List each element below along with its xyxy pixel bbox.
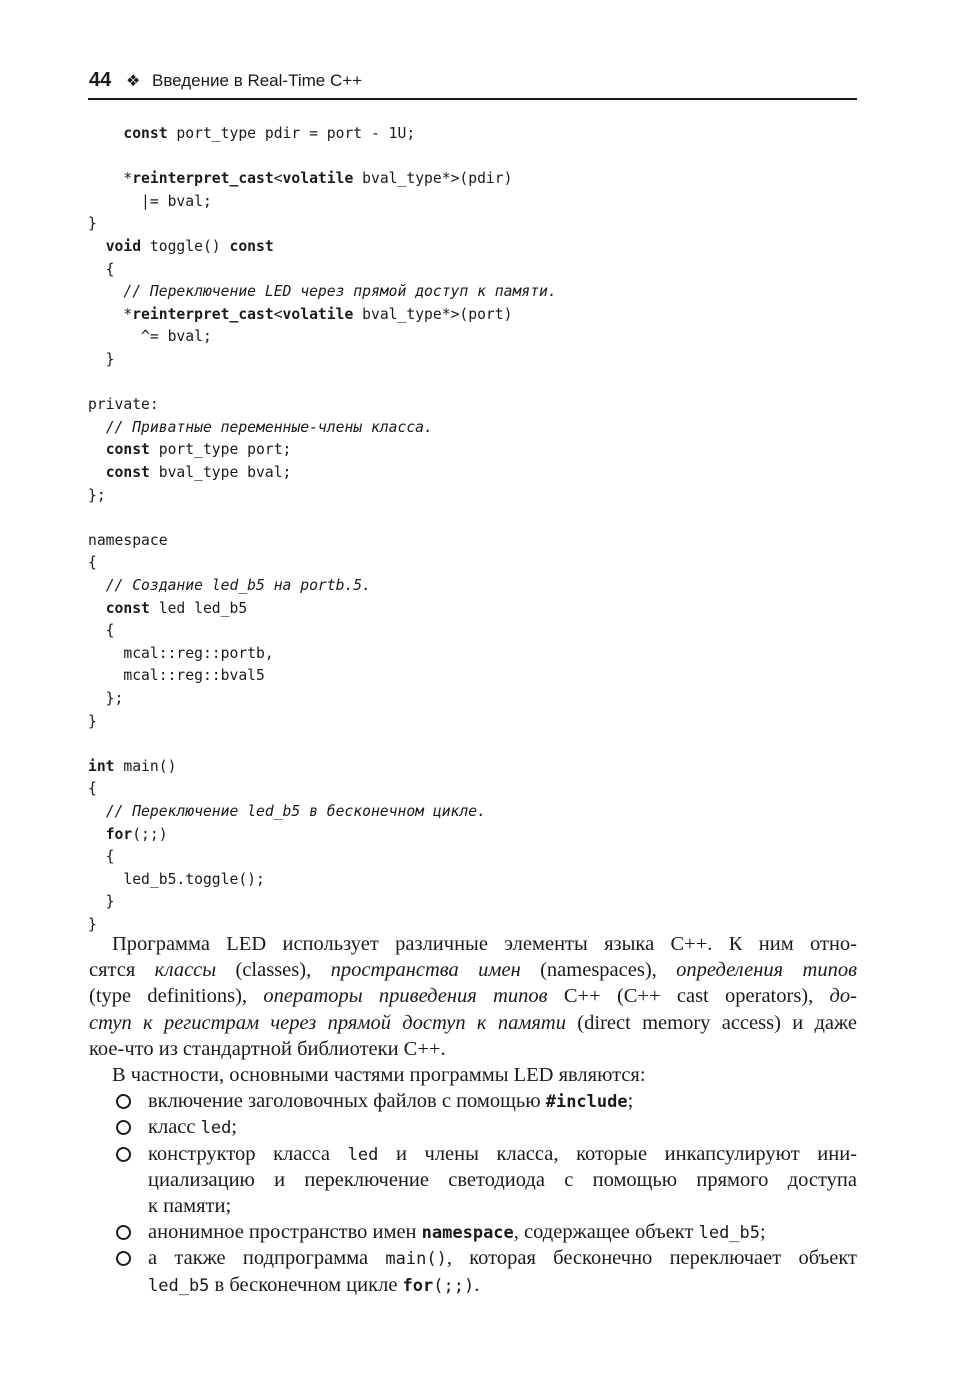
text-run: (namespaces), bbox=[520, 959, 677, 982]
code-line bbox=[88, 236, 274, 259]
inline-code: led bbox=[347, 1144, 379, 1165]
circle-bullet-icon bbox=[116, 1147, 131, 1162]
code-line bbox=[88, 801, 486, 824]
text-run: включение заголовочных файлов с помощью bbox=[148, 1090, 546, 1113]
paragraph-line bbox=[89, 1036, 857, 1062]
italic-term: до- bbox=[829, 985, 857, 1008]
code-line bbox=[88, 575, 371, 598]
code-line bbox=[88, 643, 274, 666]
text-run: (direct memory access) и даже bbox=[565, 1011, 857, 1034]
inline-code: (;;) bbox=[433, 1275, 475, 1296]
text-run: bval_type*>(port) bbox=[353, 305, 513, 323]
circle-bullet-icon bbox=[116, 1225, 131, 1240]
list-item-line bbox=[89, 1272, 857, 1298]
list-item-line bbox=[89, 1141, 857, 1167]
text-run: (type definitions), bbox=[89, 985, 264, 1008]
code-line bbox=[88, 846, 115, 869]
text-run: циализацию и переключение светодиода с помощью прямого доступа bbox=[148, 1168, 857, 1191]
inline-code: main() bbox=[385, 1249, 447, 1270]
text-run: сятся bbox=[89, 959, 155, 982]
text-run: (;;) bbox=[132, 825, 168, 843]
text-run bbox=[88, 419, 106, 436]
code-line bbox=[88, 259, 115, 282]
code-keyword: const bbox=[105, 599, 150, 617]
inline-code: led bbox=[200, 1118, 232, 1139]
circle-bullet-icon bbox=[116, 1094, 131, 1109]
text-run bbox=[88, 441, 106, 458]
text-run: port_type pdir = port - 1U; bbox=[167, 125, 416, 142]
text-run: } bbox=[88, 916, 97, 933]
text-run: < bbox=[273, 170, 283, 188]
code-keyword: const bbox=[105, 441, 150, 459]
book-title: Введение в Real-Time C++ bbox=[152, 71, 363, 90]
text-run: { bbox=[88, 554, 97, 572]
code-line bbox=[88, 394, 159, 417]
italic-term: определения типов bbox=[676, 959, 857, 982]
text-run: Программа LED использует различные элементы языка C++. К ним отно- bbox=[112, 933, 857, 955]
text-run: main() bbox=[114, 757, 177, 775]
text-run bbox=[88, 826, 106, 843]
code-line bbox=[88, 417, 433, 440]
italic-term: пространства имен bbox=[330, 959, 521, 982]
inline-code: led_b5 bbox=[698, 1223, 761, 1244]
paragraph-line bbox=[89, 1062, 857, 1088]
text-run: В частности, основными частями программы LED являются: bbox=[112, 1064, 646, 1086]
code-line bbox=[88, 191, 212, 214]
code-line bbox=[88, 711, 97, 734]
text-run bbox=[88, 283, 123, 300]
text-run: bval_type*>(pdir) bbox=[353, 170, 513, 188]
text-run: анонимное пространство имен bbox=[148, 1221, 422, 1244]
code-line bbox=[88, 778, 97, 801]
code-comment: // Переключение led_b5 в бесконечном цикле. bbox=[105, 803, 486, 820]
code-line bbox=[88, 281, 557, 304]
code-keyword: const bbox=[123, 125, 168, 142]
list-item-line bbox=[89, 1088, 857, 1114]
text-run: к памяти; bbox=[148, 1195, 232, 1217]
ornament-icon: ❖ bbox=[126, 73, 141, 90]
inline-code-keyword: namespace bbox=[421, 1223, 514, 1244]
text-run: ; bbox=[627, 1090, 634, 1113]
code-line bbox=[88, 891, 115, 914]
text-run: и члены класса, которые инкапсулируют ини- bbox=[378, 1142, 857, 1165]
text-run: bval_type bval; bbox=[149, 464, 292, 481]
code-comment: // Переключение LED через прямой доступ к памяти. bbox=[123, 283, 557, 301]
code-line bbox=[88, 439, 291, 462]
text-run: } bbox=[88, 351, 115, 368]
code-line bbox=[88, 530, 168, 553]
text-run: { bbox=[88, 260, 115, 278]
paragraph-line bbox=[89, 983, 857, 1009]
inline-code-keyword: #include bbox=[545, 1092, 628, 1113]
text-run bbox=[88, 600, 106, 617]
text-run: mcal::reg::bval5 bbox=[88, 667, 265, 685]
text-run: , содержащее объект bbox=[513, 1221, 699, 1244]
code-line bbox=[88, 824, 168, 847]
text-run: ^= bval; bbox=[88, 328, 212, 346]
text-run: led_b5.toggle(); bbox=[88, 870, 265, 888]
code-keyword: void bbox=[105, 238, 142, 255]
circle-bullet-icon bbox=[116, 1120, 131, 1135]
text-run: namespace bbox=[88, 531, 168, 549]
text-run: . bbox=[474, 1273, 480, 1296]
italic-term: ступ к регистрам через прямой доступ к памяти bbox=[89, 1011, 566, 1034]
code-line bbox=[88, 326, 212, 349]
code-line bbox=[88, 462, 291, 485]
list-item-line bbox=[89, 1219, 857, 1245]
code-line bbox=[88, 756, 176, 779]
text-run: |= bval; bbox=[88, 192, 212, 210]
code-keyword: volatile bbox=[282, 170, 354, 188]
page-number: 44 bbox=[89, 69, 112, 91]
code-line bbox=[88, 213, 97, 236]
code-line bbox=[88, 485, 106, 508]
paragraph-line bbox=[89, 931, 857, 957]
text-run bbox=[88, 125, 123, 142]
text-run: } bbox=[88, 215, 97, 233]
text-run: ; bbox=[231, 1116, 238, 1139]
list-item-line bbox=[89, 1167, 857, 1193]
text-run: кое-что из стандартной библиотеки C++. bbox=[89, 1037, 446, 1060]
text-run: { bbox=[88, 848, 115, 866]
inline-code: led_b5 bbox=[148, 1275, 210, 1296]
code-line bbox=[88, 168, 512, 191]
text-run bbox=[88, 803, 106, 820]
text-run: * bbox=[88, 305, 133, 323]
text-run: конструктор класса bbox=[148, 1142, 348, 1165]
text-run: mcal::reg::portb, bbox=[88, 644, 274, 662]
text-run: класс bbox=[148, 1116, 201, 1139]
list-item-line bbox=[89, 1193, 857, 1219]
code-line bbox=[88, 304, 512, 327]
text-run: (classes), bbox=[216, 959, 331, 982]
text-run: < bbox=[273, 305, 283, 323]
code-keyword: for bbox=[105, 825, 133, 843]
text-run bbox=[88, 238, 106, 255]
code-comment: // Приватные переменные-члены класса. bbox=[105, 418, 433, 436]
code-line bbox=[88, 665, 265, 688]
inline-code-keyword: for bbox=[402, 1275, 434, 1296]
text-run bbox=[88, 577, 106, 594]
code-line bbox=[88, 869, 265, 892]
text-run: private: bbox=[88, 396, 159, 414]
text-run: } bbox=[88, 893, 115, 911]
code-keyword: const bbox=[105, 464, 150, 481]
text-run: в бесконечном цикле bbox=[209, 1273, 403, 1296]
paragraph-line bbox=[89, 957, 857, 983]
text-run: { bbox=[88, 780, 97, 798]
running-header bbox=[88, 68, 857, 100]
paragraph-line bbox=[89, 1010, 857, 1036]
text-run: , которая бесконечно переключает объект bbox=[446, 1247, 857, 1270]
list-item-line bbox=[89, 1245, 857, 1271]
code-keyword: reinterpret_cast bbox=[132, 170, 274, 188]
text-run: ; bbox=[760, 1221, 766, 1244]
text-run: toggle() bbox=[141, 238, 230, 255]
circle-bullet-icon bbox=[116, 1251, 131, 1266]
text-run: port_type port; bbox=[149, 441, 292, 459]
text-run: а также подпрограмма bbox=[148, 1247, 386, 1270]
code-keyword: volatile bbox=[282, 305, 354, 323]
code-line bbox=[88, 552, 97, 575]
code-comment: // Создание led_b5 на portb.5. bbox=[105, 577, 371, 594]
italic-term: операторы приведения типов bbox=[263, 985, 548, 1008]
code-keyword: int bbox=[88, 757, 115, 775]
code-line bbox=[88, 620, 115, 643]
code-line bbox=[88, 598, 247, 621]
text-run: * bbox=[88, 170, 133, 188]
list-item-line bbox=[89, 1114, 857, 1140]
code-keyword: const bbox=[229, 238, 274, 255]
text-run: { bbox=[88, 622, 115, 640]
italic-term: классы bbox=[154, 959, 217, 982]
text-run: }; bbox=[88, 486, 106, 504]
code-line bbox=[88, 349, 115, 372]
text-run: led led_b5 bbox=[149, 599, 248, 617]
text-run: } bbox=[88, 712, 97, 730]
code-line bbox=[88, 688, 123, 711]
text-run bbox=[88, 464, 106, 481]
text-run: }; bbox=[88, 690, 124, 707]
text-run: C++ (C++ cast operators), bbox=[547, 985, 830, 1008]
code-line bbox=[88, 123, 415, 146]
code-keyword: reinterpret_cast bbox=[132, 305, 274, 323]
